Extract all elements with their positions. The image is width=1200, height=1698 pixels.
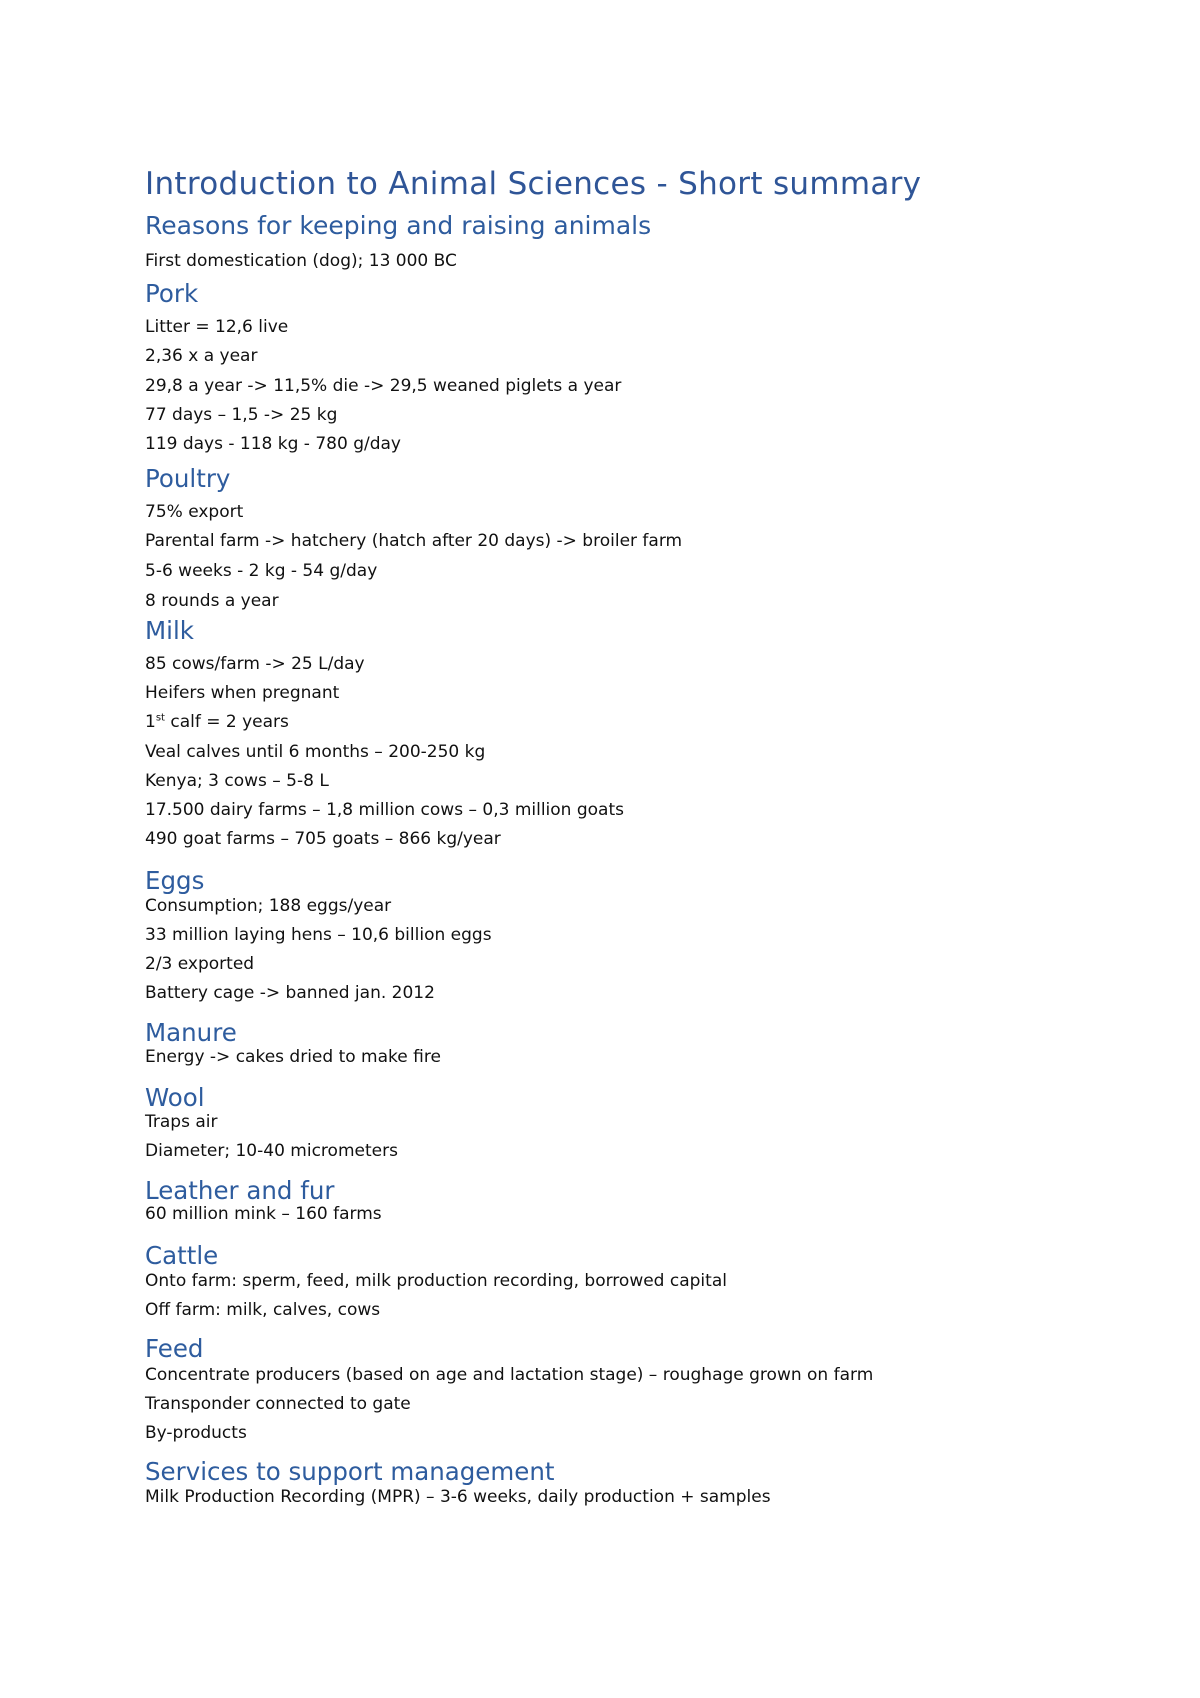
heading-cattle: Cattle bbox=[145, 1241, 219, 1270]
body-line: Litter = 12,6 live bbox=[145, 317, 289, 337]
line-text: calf = 2 years bbox=[164, 712, 289, 732]
body-line: 85 cows/farm -> 25 L/day bbox=[145, 654, 365, 674]
body-line: 60 million mink – 160 farms bbox=[145, 1204, 382, 1224]
body-line: 2/3 exported bbox=[145, 954, 255, 974]
body-line: 119 days - 118 kg - 780 g/day bbox=[145, 434, 401, 454]
body-line: 5-6 weeks - 2 kg - 54 g/day bbox=[145, 561, 378, 581]
body-line: Concentrate producers (based on age and lactation stage) – roughage grown on farm bbox=[145, 1365, 874, 1385]
heading-poultry: Poultry bbox=[145, 464, 231, 493]
body-line: 29,8 a year -> 11,5% die -> 29,5 weaned piglets a year bbox=[145, 376, 622, 396]
body-line: 17.500 dairy farms – 1,8 million cows – 0,3 million goats bbox=[145, 800, 624, 820]
body-line: 33 million laying hens – 10,6 billion eggs bbox=[145, 925, 492, 945]
body-line: Consumption; 188 eggs/year bbox=[145, 896, 392, 916]
body-line bbox=[145, 712, 289, 732]
body-line: By-products bbox=[145, 1423, 247, 1443]
heading-pork: Pork bbox=[145, 279, 199, 308]
heading-reasons-for-keeping-and-raising-animals: Reasons for keeping and raising animals bbox=[145, 211, 652, 240]
heading-wool: Wool bbox=[145, 1083, 205, 1112]
body-line: 8 rounds a year bbox=[145, 591, 279, 611]
line-text: 1 bbox=[145, 712, 156, 732]
document-title: Introduction to Animal Sciences - Short summary bbox=[145, 166, 922, 202]
body-line: Heifers when pregnant bbox=[145, 683, 340, 703]
body-line: First domestication (dog); 13 000 BC bbox=[145, 251, 457, 271]
heading-milk: Milk bbox=[145, 616, 194, 645]
body-line: Energy -> cakes dried to make fire bbox=[145, 1047, 441, 1067]
heading-services-to-support-management: Services to support management bbox=[145, 1457, 555, 1486]
heading-manure: Manure bbox=[145, 1018, 237, 1047]
body-line: 2,36 x a year bbox=[145, 346, 258, 366]
body-line: Onto farm: sperm, feed, milk production recording, borrowed capital bbox=[145, 1271, 727, 1291]
body-line: 75% export bbox=[145, 502, 244, 522]
body-line: Battery cage -> banned jan. 2012 bbox=[145, 983, 435, 1003]
body-line: Veal calves until 6 months – 200-250 kg bbox=[145, 742, 486, 762]
body-line: Off farm: milk, calves, cows bbox=[145, 1300, 381, 1320]
heading-leather-and-fur: Leather and fur bbox=[145, 1176, 335, 1205]
body-line: Traps air bbox=[145, 1112, 218, 1132]
body-line: 490 goat farms – 705 goats – 866 kg/year bbox=[145, 829, 501, 849]
body-line: Diameter; 10-40 micrometers bbox=[145, 1141, 398, 1161]
body-line: 77 days – 1,5 -> 25 kg bbox=[145, 405, 338, 425]
heading-feed: Feed bbox=[145, 1334, 204, 1363]
body-line: Parental farm -> hatchery (hatch after 20 days) -> broiler farm bbox=[145, 531, 683, 551]
body-line: Transponder connected to gate bbox=[145, 1394, 411, 1414]
body-line: Milk Production Recording (MPR) – 3-6 weeks, daily production + samples bbox=[145, 1487, 771, 1507]
body-line: Kenya; 3 cows – 5-8 L bbox=[145, 771, 329, 791]
ordinal-superscript: st bbox=[155, 712, 165, 724]
heading-eggs: Eggs bbox=[145, 866, 205, 895]
